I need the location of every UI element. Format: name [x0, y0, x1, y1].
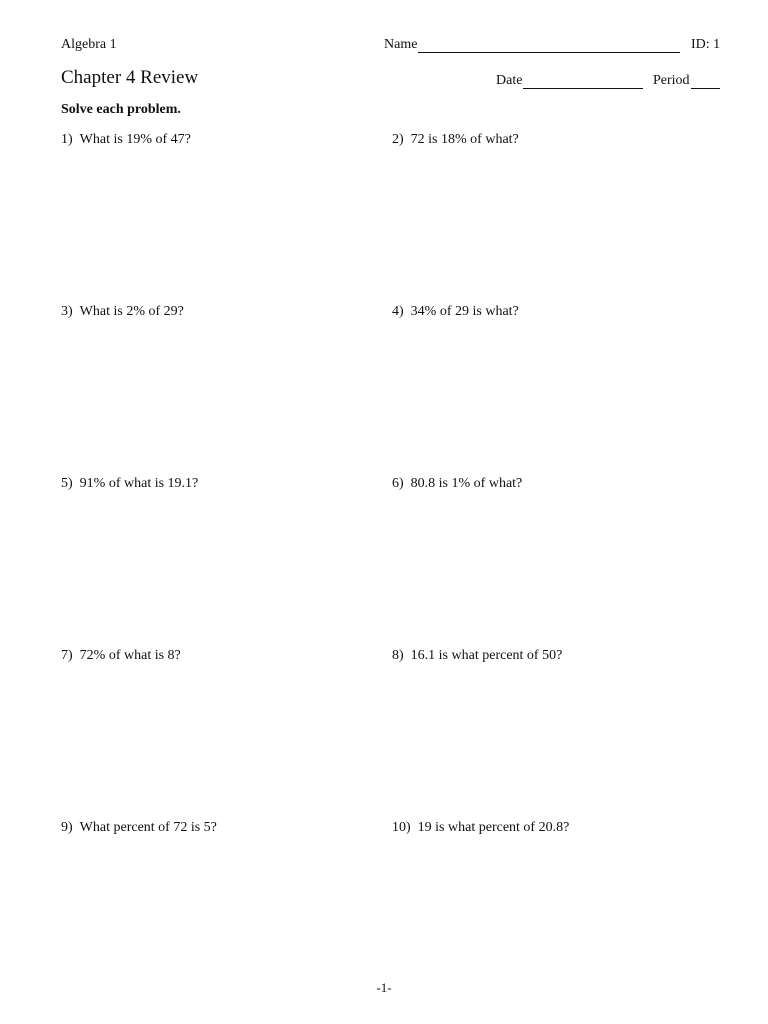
problem-text: What is 2% of 29? [79, 304, 184, 319]
date-blank-line[interactable] [523, 75, 643, 89]
problem-text: 91% of what is 19.1? [79, 476, 199, 491]
problem-text: 72% of what is 8? [79, 648, 181, 663]
problem-text: What percent of 72 is 5? [79, 820, 217, 835]
problem-number: 6) [392, 476, 404, 491]
problem-text: 34% of 29 is what? [410, 304, 519, 319]
problem-number: 3) [61, 304, 73, 319]
problem-item [392, 476, 522, 492]
problem-number: 2) [392, 132, 404, 147]
problem-text: What is 19% of 47? [79, 132, 191, 147]
date-label: Date [496, 73, 523, 88]
problem-item [61, 476, 198, 492]
problem-item [61, 132, 191, 148]
student-id: ID: 1 [691, 37, 721, 52]
problem-number: 10) [392, 820, 411, 835]
problem-text: 80.8 is 1% of what? [410, 476, 523, 491]
date-field[interactable] [496, 73, 643, 89]
problem-number: 8) [392, 648, 404, 663]
problem-item [392, 304, 519, 320]
problem-number: 4) [392, 304, 404, 319]
problem-number: 9) [61, 820, 73, 835]
worksheet-title: Chapter 4 Review [61, 67, 199, 88]
problem-item [61, 648, 181, 664]
problem-item [392, 132, 519, 148]
problem-text: 19 is what percent of 20.8? [417, 820, 570, 835]
page-number: -1- [376, 980, 392, 995]
instructions: Solve each problem. [61, 102, 181, 117]
problem-item [392, 648, 562, 664]
name-field[interactable] [384, 37, 680, 53]
problem-number: 1) [61, 132, 73, 147]
problem-text: 72 is 18% of what? [410, 132, 519, 147]
problem-item [61, 304, 184, 320]
problem-number: 7) [61, 648, 73, 663]
period-blank-line[interactable] [691, 75, 720, 89]
problem-item [61, 820, 217, 836]
problem-text: 16.1 is what percent of 50? [410, 648, 563, 663]
course-name: Algebra 1 [61, 37, 117, 52]
name-label: Name [384, 37, 418, 52]
period-label: Period [653, 73, 690, 88]
problem-number: 5) [61, 476, 73, 491]
name-blank-line[interactable] [418, 39, 680, 53]
period-field[interactable] [653, 73, 720, 89]
problem-item [392, 820, 569, 836]
